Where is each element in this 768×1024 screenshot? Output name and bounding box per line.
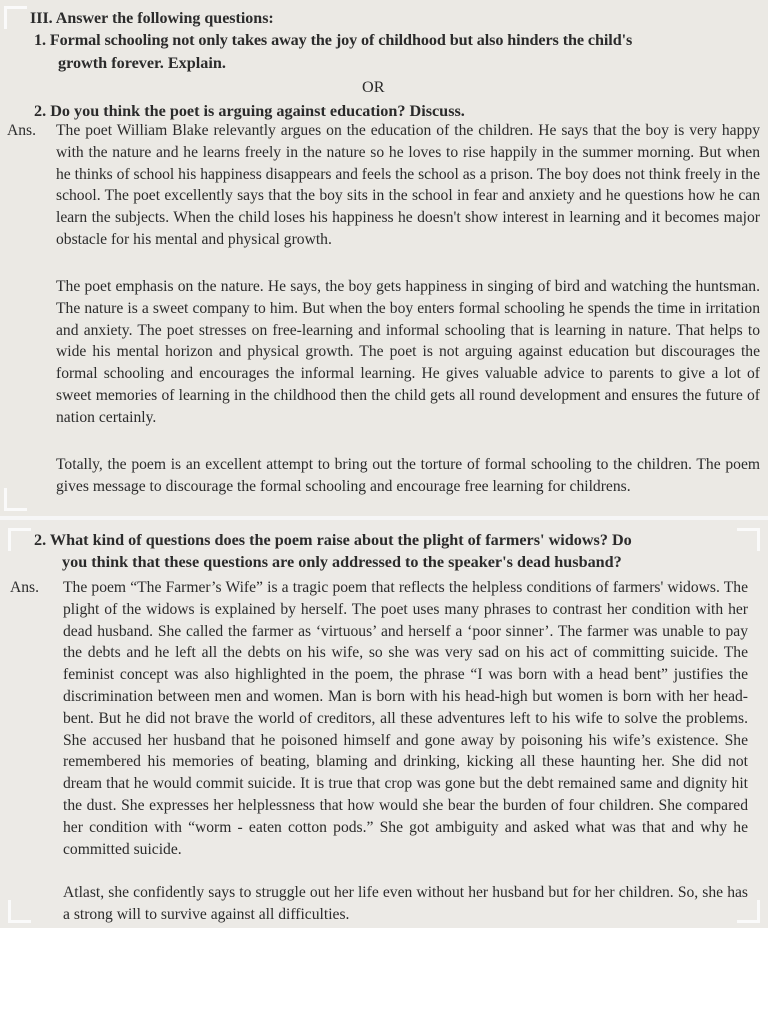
bottom-page-photo bbox=[0, 520, 768, 928]
question-line-2: you think that these questions are only addressed to the speaker's dead husband? bbox=[62, 553, 622, 571]
corner-mark-top-left bbox=[8, 528, 31, 551]
section-heading: III. Answer the following questions: bbox=[30, 10, 274, 27]
corner-mark-bottom-left bbox=[8, 900, 31, 923]
answer-paragraph-2: Atlast, she confidently says to struggle out her life even without her husband but for her children. So, she has a strong will to survive against all difficulties. bbox=[63, 884, 748, 923]
question-1-line-1: 1. Formal schooling not only takes away the joy of childhood but also hinders the child's bbox=[34, 31, 633, 49]
answer-label: Ans. bbox=[7, 122, 37, 139]
or-label: OR bbox=[362, 78, 385, 96]
question-line-1: 2. What kind of questions does the poem raise about the plight of farmers' widows? Do bbox=[34, 531, 632, 549]
question-2: 2. Do you think the poet is arguing against education? Discuss. bbox=[34, 102, 465, 120]
corner-mark-bottom-left bbox=[4, 488, 27, 511]
answer-paragraph-1: The poet William Blake relevantly argues on the education of the children. He says that the boy is very happy with the nature and he learns freely in the nature so he loves to rise happily in the summer morning. But when he thinks of school his happiness disappears and feels the school as a prison. The boy does not think freely in the school. The poet excellently says that the boy sits in the school in fear and anxiety and he questions how he can learn the subjects. When the child loses his happiness he doesn't show interest in learning and it becomes major obstacle for his mental and physical growth. bbox=[56, 122, 760, 248]
answer-paragraph-3: Totally, the poem is an excellent attempt to bring out the torture of formal schooling to the children. The poem gives message to discourage the formal schooling and encourage free learning for childrens. bbox=[56, 456, 760, 495]
question-1-line-2: growth forever. Explain. bbox=[58, 54, 226, 72]
answer-label: Ans. bbox=[10, 579, 40, 596]
answer-paragraph-1: The poem “The Farmer’s Wife” is a tragic poem that reflects the helpless conditions of farmers' widows. The plight of the widows is explained by herself. The poet uses many phrases to contrast her condition with her dead husband. She called the farmer as ‘virtuous’ and herself a ‘poor sinner’. The farmer was unable to pay the debts and he left all the debts on his wife, so she was very sad on his act of committing suicide. The feminist concept was also highlighted in the poem, the phrase “I was born with a head bent” justifies the discrimination between men and women. Man is born with his head-high but women is born with her head-bent. But he did not brave the world of creditors, all these adventures left to his wife to solve the problems. She accused her husband that he poisoned himself and gone away by poisoning his wife’s existence. She remembered his memories of beating, blaming and drinking, kicking all these haunting her. She did not dream that he would commit suicide. It is true that crop was gone but the debt remained same and dignity hit the dust. She expresses her helplessness that how would she bear the burden of four children. She compared her condition with “worm - eaten cotton pods.” She got ambiguity and asked what was that and why he committed suicide. bbox=[63, 579, 748, 858]
answer-paragraph-2: The poet emphasis on the nature. He says, the boy gets happiness in singing of bird and watching the huntsman. The nature is a sweet company to him. But when the boy enters formal schooling he spends the time in irritation and anxiety. The poet stresses on free-learning and informal schooling that is learning in nature. That helps to wide his mental horizon and physical growth. The poet is not arguing against education but discourages the formal schooling and encourages the informal learning. He gives valuable advice to parents to give a lot of sweet memories of learning in the childhood then the child gets all round development and ensures the future of nation certainly. bbox=[56, 278, 760, 426]
corner-mark-top-left bbox=[4, 6, 27, 29]
